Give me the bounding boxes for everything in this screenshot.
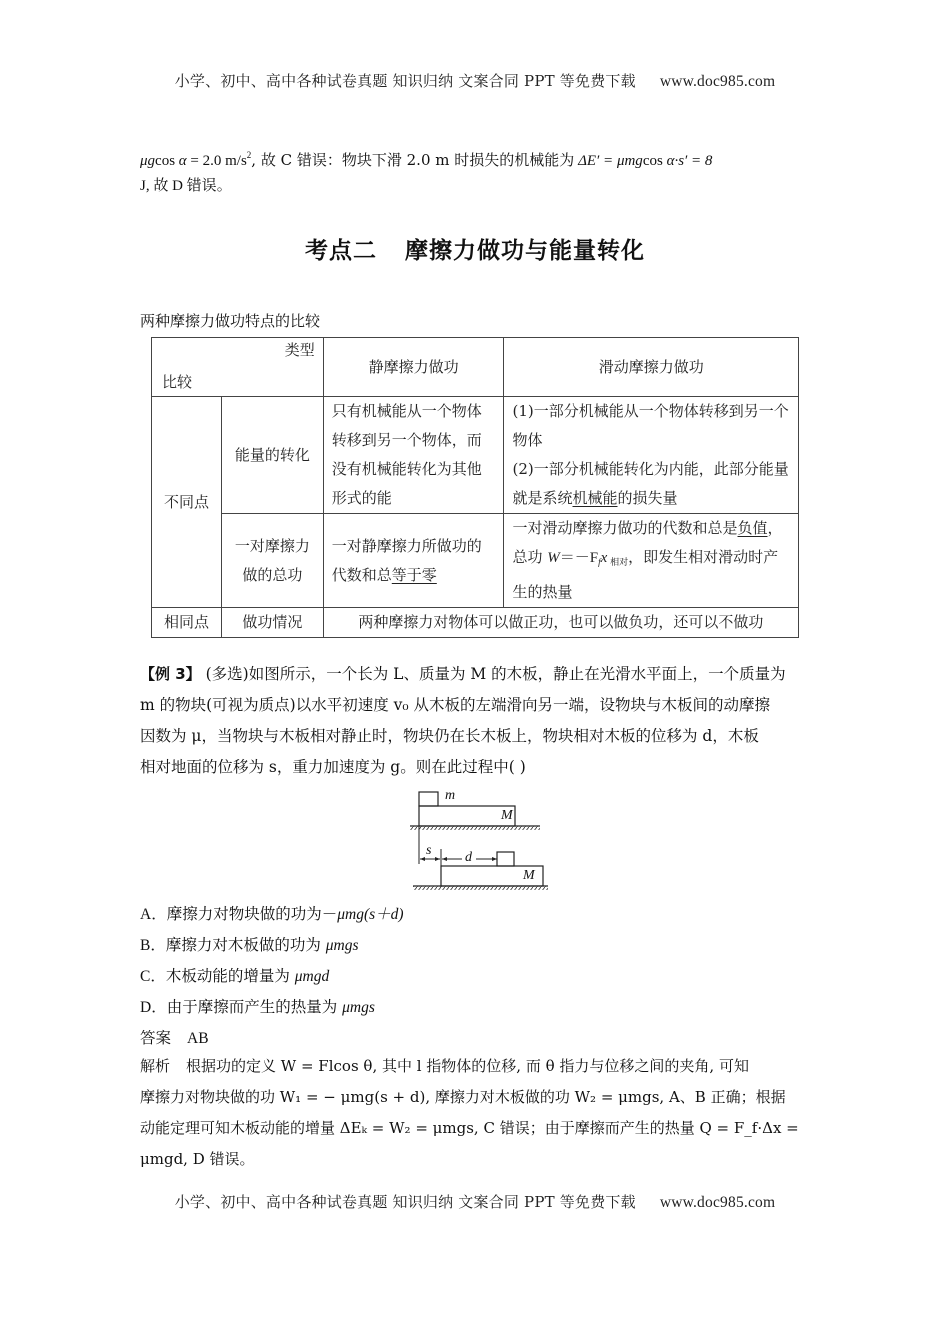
footer-url[interactable]: www.doc985.com — [659, 1194, 776, 1211]
header-static-friction: 静摩擦力做功 — [323, 338, 504, 397]
subscript: 相对 — [607, 558, 629, 568]
page-header — [0, 70, 950, 91]
text-fragment: 为 — [559, 151, 575, 169]
option-text: 由于摩擦而产生的热量为 — [166, 998, 343, 1016]
section-heading: 摩擦力做功与能量转化 — [405, 238, 645, 264]
comparison-table — [151, 337, 799, 638]
same-label: 相同点 — [152, 608, 222, 638]
text-fragment: 错误 — [296, 151, 327, 169]
table-caption: 两种摩擦力做功特点的比较 — [140, 312, 321, 330]
analysis-line: μmgd, D 错误。 — [140, 1150, 255, 1168]
example-tag: 【例 3】 — [140, 665, 201, 683]
text-fragment: 时损 — [454, 151, 485, 169]
option-d[interactable] — [140, 992, 404, 1023]
row-label: 做功情况 — [221, 608, 323, 638]
example-line: m 的物块(可视为质点)以水平初速度 v₀ 从木板的左端滑向另一端，设物块与木板间的动摩擦 — [140, 696, 771, 714]
options-list — [140, 899, 404, 1054]
analysis-line — [140, 1051, 812, 1082]
option-expr: μmgd — [294, 968, 330, 985]
cell-sliding-total-work — [504, 514, 799, 608]
table-row — [152, 397, 799, 514]
page-footer — [0, 1191, 950, 1212]
option-a[interactable] — [140, 899, 404, 930]
footer-text: 小学、初中、高中各种试卷真题 知识归纳 文案合同 PPT 等免费下载 — [174, 1193, 636, 1211]
cell-sliding-energy — [504, 397, 799, 514]
table-row — [152, 608, 799, 638]
table-header-row — [152, 338, 799, 397]
option-b[interactable] — [140, 930, 404, 961]
label-M-top: M — [501, 808, 513, 823]
section-number: 考点二 — [305, 238, 377, 264]
analysis-line: 动能定理可知木板动能的增量 ΔEₖ = W₂ = μmgs, C 错误；由于摩擦而产生的热量 Q = F_f·Δx = — [140, 1119, 799, 1137]
option-text: 摩擦力对物块做的功为－ — [166, 905, 338, 923]
option-c[interactable] — [140, 961, 404, 992]
text-fragment: 一对静摩擦力所做功的代数和总 — [331, 536, 482, 584]
example-line — [140, 659, 812, 690]
math-var: W — [547, 550, 560, 566]
section-title — [0, 232, 950, 265]
text-fragment: ：物块下滑 2.0 m — [326, 151, 455, 169]
text-fragment: J, 故 D — [140, 178, 187, 194]
option-expr: μmg(s＋d) — [337, 906, 404, 923]
text-fragment: 错误 — [186, 176, 217, 194]
row-label: 一对摩擦力做的总功 — [221, 514, 323, 608]
text-fragment: μmg — [616, 153, 643, 169]
option-text: 摩擦力对木板做的功为 — [165, 936, 326, 954]
type-label: 类型 — [284, 341, 315, 359]
intro-line-2 — [140, 175, 812, 196]
math-var: x — [600, 550, 608, 566]
text-fragment: 失的机械能 — [484, 151, 560, 169]
text-fragment: , 故 C — [251, 151, 297, 169]
text-fragment: ·s′ = 8 — [674, 153, 713, 169]
header-text: 小学、初中、高中各种试卷真题 知识归纳 文案合同 PPT 等免费下载 — [174, 72, 636, 90]
option-key: A． — [140, 906, 167, 923]
option-key: B． — [140, 937, 166, 954]
example-line: 因数为 μ，当物块与木板相对静止时，物块仍在长木板上，物块相对木板的位移为 d，木板 — [140, 727, 759, 745]
board-block-figure — [405, 787, 555, 895]
cell-same-work: 两种摩擦力对物体可以做正功，也可以做负功，还可以不做功 — [323, 608, 798, 638]
text-fragment: cos — [642, 153, 667, 169]
example-line: 相对地面的位移为 s，重力加速度为 g。则在此过程中( ) — [140, 758, 526, 776]
text-fragment: α — [666, 153, 675, 169]
label-d: d — [465, 850, 472, 865]
underlined-term: 等于零 — [391, 565, 437, 584]
text-fragment: 一对滑动摩擦力做功的代数和总是 — [512, 519, 738, 537]
answer-value: AB — [187, 1030, 209, 1047]
superscript: 2 — [246, 150, 252, 160]
label-m: m — [445, 788, 456, 803]
text-fragment: (2)一部分机械能转化为内能，此部分能量就是系统 — [512, 460, 789, 507]
intro-line-1 — [140, 145, 812, 171]
diff-label: 不同点 — [152, 397, 222, 608]
analysis-label: 解析 — [140, 1057, 171, 1075]
cell-static-total-work — [323, 514, 504, 608]
analysis — [140, 1051, 812, 1175]
text-fragment: ΔE′ = — [574, 153, 617, 169]
text-fragment: 。 — [216, 176, 232, 194]
option-text: 木板动能的增量为 — [165, 967, 295, 985]
subscript: f — [598, 557, 601, 567]
sliding-point-2 — [512, 455, 790, 513]
header-url[interactable]: www.doc985.com — [659, 73, 776, 90]
label-M-bottom: M — [523, 868, 535, 883]
option-key: C． — [140, 968, 166, 985]
analysis-line: 摩擦力对物块做的功 W₁ = − μmg(s + d), 摩擦力对木板做的功 W₂ = μmgs, A、B 正确；根据 — [140, 1088, 786, 1106]
row-label: 能量的转化 — [221, 397, 323, 514]
table-row — [152, 514, 799, 608]
option-expr: μmgs — [342, 999, 375, 1016]
sliding-point-1: (1)一部分机械能从一个物体转移到另一个物体 — [512, 402, 789, 449]
compare-label: 比较 — [162, 373, 193, 391]
example-problem — [140, 659, 812, 783]
underlined-term: 机械能 — [572, 489, 618, 507]
header-sliding-friction: 滑动摩擦力做功 — [504, 338, 799, 397]
header-corner-cell — [152, 338, 324, 397]
option-expr: μmgs — [325, 937, 359, 954]
text-fragment: 如图所示，一个长为 L、质量为 M 的木板，静止在光滑水平面上，一个质量为 — [248, 665, 786, 683]
answer-line — [140, 1023, 404, 1054]
text-fragment: α — [178, 153, 187, 169]
text-fragment: ，总功 — [512, 519, 783, 566]
text-fragment: 根据功的定义 W = Flcos θ, 其中 l 指物体的位移, 而 θ 指力与位移之间的夹角, 可知 — [186, 1057, 749, 1075]
option-key: D． — [140, 999, 167, 1016]
text-fragment: μg — [140, 153, 156, 169]
answer-label: 答案 — [140, 1029, 172, 1047]
cell-static-energy: 只有机械能从一个物体转移到另一个物体，而没有机械能转化为其他形式的能 — [323, 397, 504, 514]
text-fragment: 的损失量 — [617, 489, 678, 507]
label-s: s — [426, 843, 432, 858]
text-fragment: ，即发生相对滑动时产生的热量 — [512, 548, 779, 601]
text-fragment: cos — [155, 153, 179, 169]
text-fragment: ＝－F — [559, 550, 599, 566]
text-fragment: = 2.0 m/s — [186, 153, 247, 169]
example-kind: (多选) — [205, 665, 249, 683]
underlined-term: 负值 — [737, 519, 768, 537]
